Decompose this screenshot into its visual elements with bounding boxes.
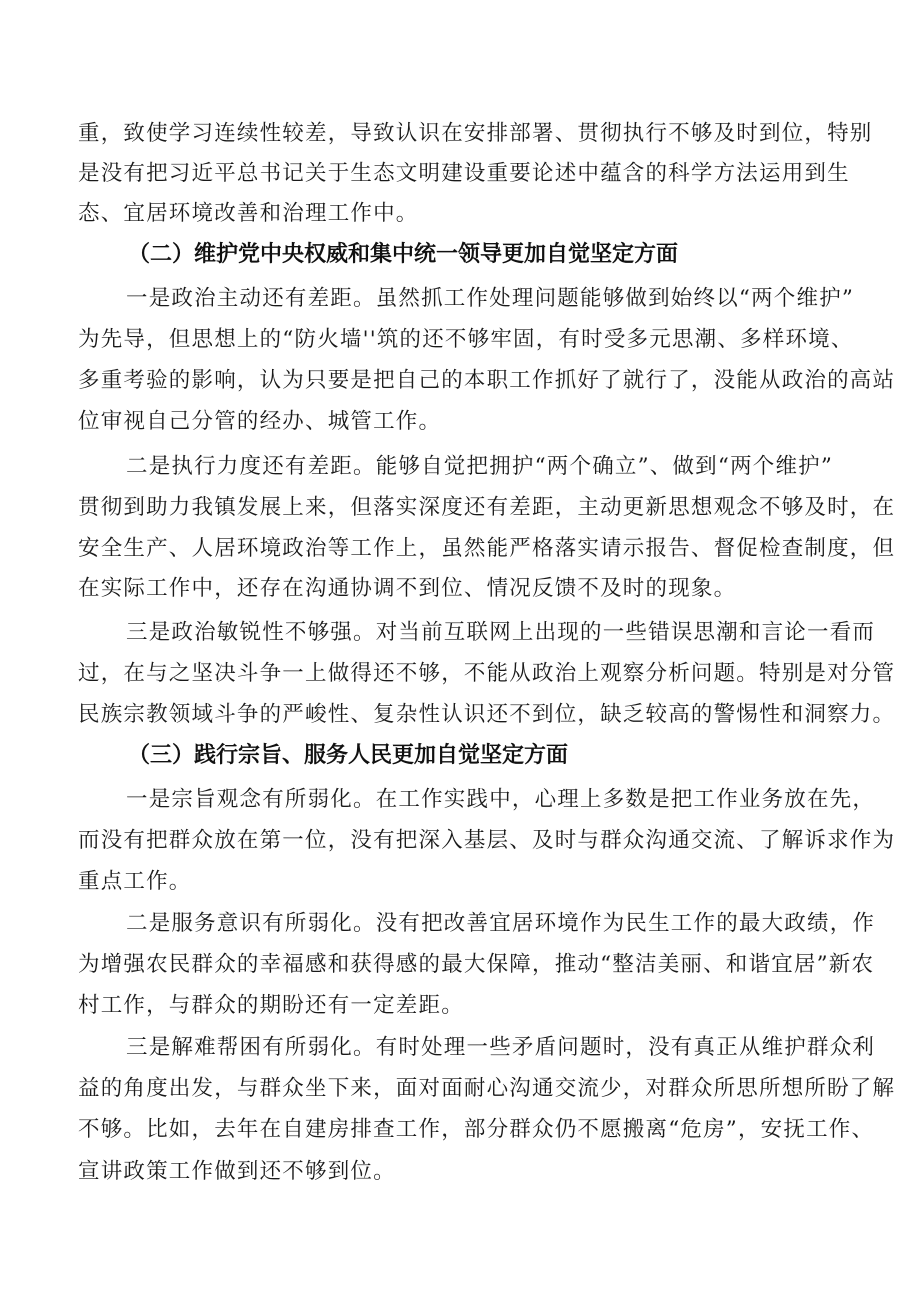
text-line: 而没有把群众放在第一位，没有把深入基层、及时与群众沟通交流、了解诉求作为 (78, 828, 896, 853)
text-line: 村工作，与群众的期盼还有一定差距。 (78, 993, 464, 1018)
text-line: 益的角度出发，与群众坐下来，面对面耐心沟通交流少，对群众所思所想所盼了解 (78, 1076, 896, 1101)
text-line: 在实际工作中，还存在沟通协调不到位、情况反馈不及时的现象。 (78, 576, 737, 601)
text-line: 过，在与之坚决斗争一上做得还不够，不能从政治上观察分析问题。特别是对分管 (78, 661, 896, 686)
text-line: 三是政治敏锐性不够强。对当前互联网上出现的一些错误思潮和言论一看而 (126, 620, 876, 645)
text-line: 为先导，但思想上的“防火墙''筑的还不够牢固，有时受多元思潮、多样环境、 (78, 327, 854, 352)
text-line: 一是政治主动还有差距。虽然抓工作处理问题能够做到始终以“两个维护” (126, 286, 855, 311)
text-line: 重，致使学习连续性较差，导致认识在安排部署、贯彻执行不够及时到位，特别 (78, 121, 873, 146)
text-line: 重点工作。 (78, 869, 192, 894)
text-line: 是没有把习近平总书记关于生态文明建设重要论述中蕴含的科学方法运用到生 (78, 161, 850, 186)
text-line: 贯彻到助力我镇发展上来，但落实深度还有差距，主动更新思想观念不够及时，在 (78, 495, 896, 520)
text-line: 二是执行力度还有差距。能够自觉把拥护“两个确立”、做到“两个维护” (126, 454, 834, 479)
text-line: 不够。比如，去年在自建房排查工作，部分群众仍不愿搬离“危房”，安抚工作、 (78, 1117, 875, 1142)
text-line: 一是宗旨观念有所弱化。在工作实践中，心理上多数是把工作业务放在先， (126, 787, 876, 812)
text-line: 多重考验的影响，认为只要是把自己的本职工作抓好了就行了，没能从政治的高站 (78, 368, 896, 393)
text-line: 安全生产、人居环境政治等工作上，虽然能严格落实请示报告、督促检查制度，但 (78, 536, 896, 561)
text-line: 位审视自己分管的经办、城管工作。 (78, 409, 442, 434)
text-line: 二是服务意识有所弱化。没有把改善宜居环境作为民生工作的最大政绩，作 (126, 911, 876, 936)
section-heading: （三）践行宗旨、服务人民更加自觉坚定方面 (128, 743, 569, 768)
text-line: 为增强农民群众的幸福感和获得感的最大保障，推动“整洁美丽、和谐宜居”新农 (78, 952, 875, 977)
section-heading: （二）维护党中央权威和集中统一领导更加自觉坚定方面 (128, 242, 679, 267)
text-line: 宣讲政策工作做到还不够到位。 (78, 1159, 396, 1184)
text-line: 三是解难帮困有所弱化。有时处理一些矛盾问题时，没有真正从维护群众利 (126, 1035, 876, 1060)
text-line: 态、宜居环境改善和治理工作中。 (78, 201, 419, 226)
text-line: 民族宗教领域斗争的严峻性、复杂性认识还不到位，缺乏较高的警惕性和洞察力。 (78, 702, 896, 727)
